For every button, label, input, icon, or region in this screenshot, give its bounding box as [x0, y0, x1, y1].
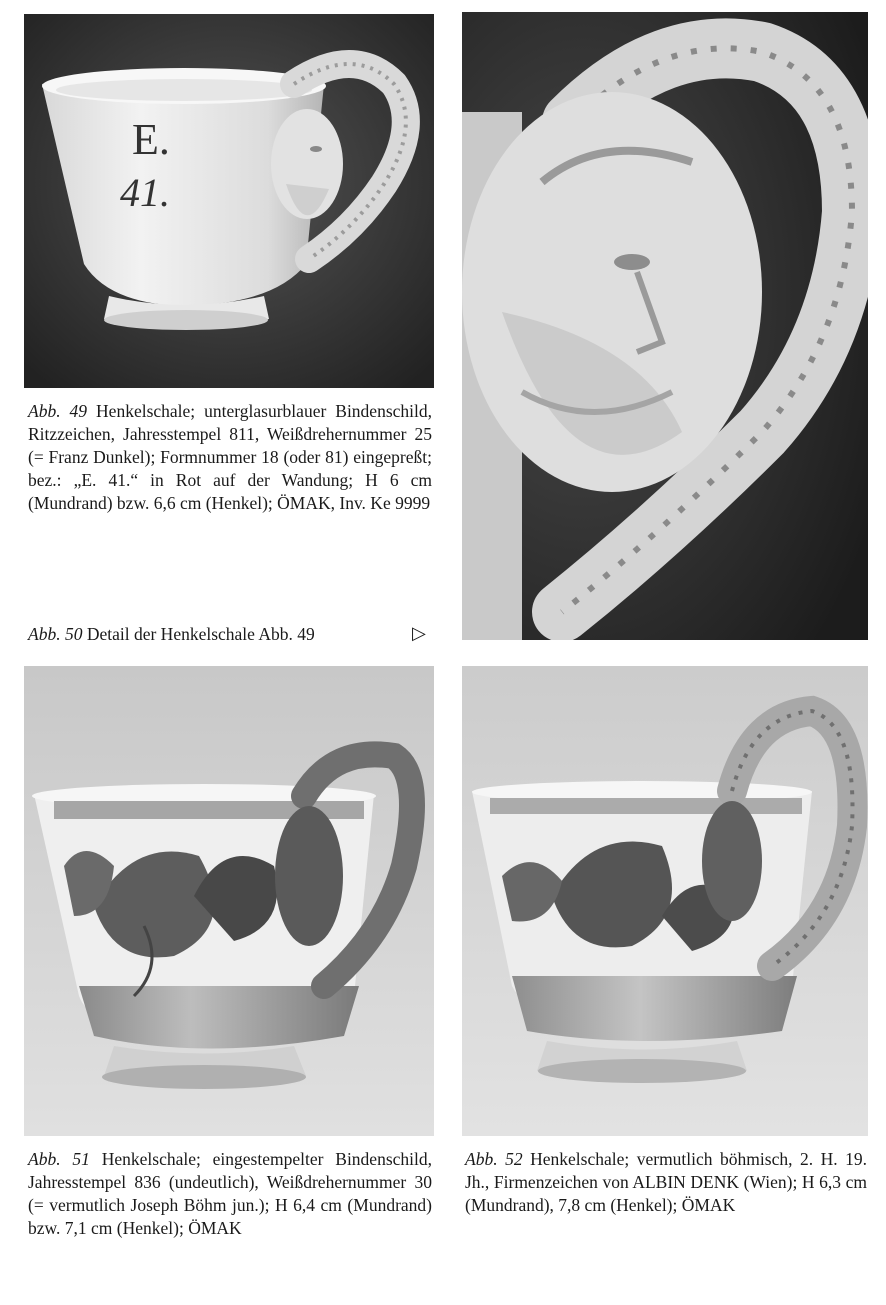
caption-text-49: Henkelschale; unterglasurblauer Bindenschild, Ritzzeichen, Jahresstempel 811, Weißdrehernummer 25 (= Franz Dunkel); Formnummer 18 (oder 81) eingepreßt; bez.: „E. 41.“ in Rot auf der Wandung; H 6 cm (Mundrand) bzw. 6,6 cm (Henkel); ÖMAK, Inv. Ke 9999	[28, 401, 432, 513]
cup-inscription-41: 41.	[120, 170, 170, 215]
figure-label-49: Abb. 49	[28, 401, 88, 421]
photo-abb-52	[462, 666, 868, 1136]
caption-text-51: Henkelschale; eingestempelter Bindenschild, Jahresstempel 836 (undeutlich), Weißdrehernummer 30 (= vermutlich Joseph Böhm jun.); H 6,4 cm (Mundrand) bzw. 7,1 cm (Henkel); ÖMAK	[28, 1149, 432, 1238]
figure-label-50: Abb. 50	[28, 624, 83, 644]
caption-abb-49	[28, 400, 432, 515]
photo-abb-51	[24, 666, 434, 1136]
figure-label-51: Abb. 51	[28, 1149, 90, 1169]
caption-text-52: Henkelschale; vermutlich böhmisch, 2. H. 19. Jh., Firmenzeichen von ALBIN DENK (Wien); H 6,3 cm (Mundrand), 7,8 cm (Henkel); ÖMAK	[465, 1149, 867, 1215]
cup-inscription-e: E.	[132, 115, 170, 164]
caption-text-50: Detail der Henkelschale Abb. 49	[86, 624, 315, 644]
photo-abb-50	[462, 12, 868, 640]
photo-abb-49	[24, 14, 434, 388]
caption-abb-50	[28, 623, 408, 646]
right-arrow-icon: ▷	[412, 623, 426, 644]
caption-abb-51	[28, 1148, 432, 1240]
figure-label-52: Abb. 52	[465, 1149, 523, 1169]
caption-abb-52	[465, 1148, 867, 1217]
